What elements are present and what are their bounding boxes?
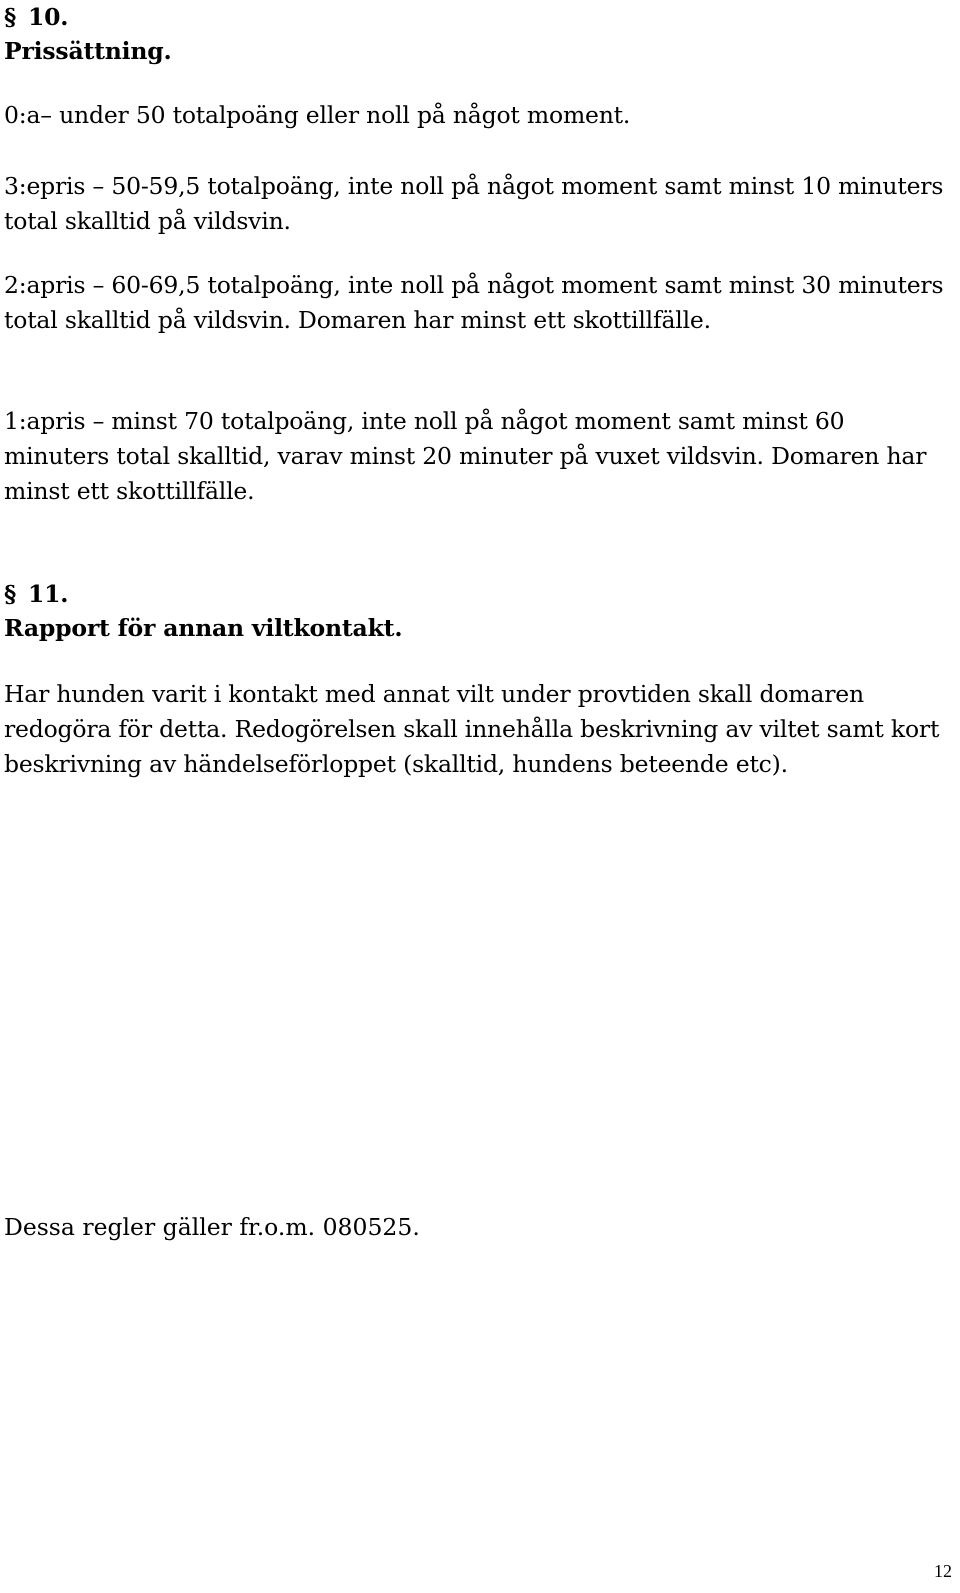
section-sign: § xyxy=(4,580,17,608)
section-11-number xyxy=(4,577,949,612)
price-paragraph-2: 2:apris – 60-69,5 totalpoäng, inte noll på något moment samt minst 30 minuters total skalltid på vildsvin. Domaren har minst ett skottillfälle. xyxy=(4,271,944,334)
section-11-paragraph: Har hunden varit i kontakt med annat vilt under provtiden skall domaren redogöra för detta. Redogörelsen skall innehålla beskrivning av viltet samt kort beskrivning av händelseförloppet (skalltid, hundens beteende etc). xyxy=(4,680,940,778)
price-paragraph-3: 3:epris – 50-59,5 totalpoäng, inte noll på något moment samt minst 10 minuters total skalltid på vildsvin. xyxy=(4,172,944,235)
section-sign: § xyxy=(4,3,17,31)
section-11-title: Rapport för annan viltkontakt. xyxy=(4,614,403,642)
validity-note: Dessa regler gäller fr.o.m. 080525. xyxy=(4,1213,420,1241)
page-number: 12 xyxy=(934,1561,952,1581)
section-10-title: Prissättning. xyxy=(4,37,172,65)
section-10-number-text: 10. xyxy=(28,3,69,31)
price-paragraph-1: 1:apris – minst 70 totalpoäng, inte noll på något moment samt minst 60 minuters total skalltid, varav minst 20 minuter på vuxet vildsvin. Domaren har minst ett skottillfälle. xyxy=(4,407,927,505)
price-paragraph-0: 0:a– under 50 totalpoäng eller noll på något moment. xyxy=(4,101,631,129)
section-11-number-text: 11. xyxy=(28,580,69,608)
section-10-number xyxy=(4,0,949,35)
